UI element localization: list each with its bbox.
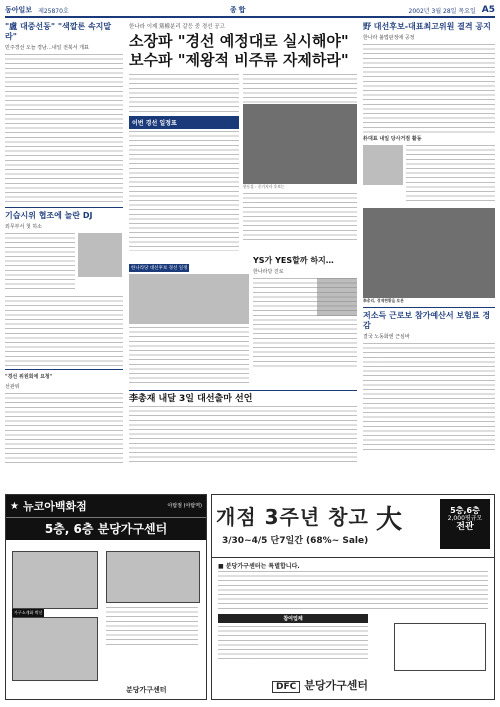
rally-photo	[243, 104, 357, 184]
product-photo	[12, 617, 98, 681]
star-icon: ★	[10, 500, 19, 512]
article-text-block	[129, 131, 239, 251]
schedule-box-title: 이번 경선 일정표	[129, 116, 239, 129]
benefit-list	[212, 571, 494, 611]
issue-date: 2002년 3월 28일 목요일	[408, 7, 476, 15]
divider	[5, 207, 123, 208]
subhead-left-1: 민주경선 오늘 경남…내일 전북서 개표	[5, 45, 89, 51]
divider	[129, 390, 357, 391]
column-right	[363, 20, 495, 490]
photo-caption: 한동훈 : 중기지사 후보는	[243, 184, 285, 189]
article-text-block	[5, 54, 123, 204]
subhead-right-3: 결국 노동화엔 근심바	[363, 333, 410, 340]
ys-subhead: 한나라당 진로	[253, 269, 284, 275]
floor-badge: 5층,6층 2,000평규모 전관	[440, 499, 490, 549]
article-text-block	[363, 343, 495, 453]
article-text-block	[129, 406, 357, 466]
headline-right-1: 野 대선후보-대표최고위원 결격 공지	[363, 22, 491, 31]
article-text-block	[5, 393, 123, 463]
ad-left-brand: 분당가구센터	[126, 686, 167, 694]
item-subheading: 선관위	[5, 384, 20, 390]
lee-headline: 李총재 내달 3일 대선출마 선언	[129, 394, 253, 404]
ad-newcore	[5, 494, 207, 700]
item-heading: "경선 위원회에 요청"	[5, 374, 53, 380]
advertisement-area	[5, 494, 495, 700]
dfc-logo: DFC	[272, 681, 300, 693]
article-text-block	[243, 74, 357, 104]
headline-left-2: 기습시위 협조에 놀란 DJ	[5, 211, 93, 220]
product-photo	[12, 551, 98, 609]
headline-right-2: 저소득 근로보 참가예산서 보험료 경감	[363, 310, 491, 330]
paper-name: 동아일보	[5, 6, 33, 14]
ad-left-tagline: 5층, 6층 분당가구센터	[6, 517, 206, 540]
schedule-table	[129, 274, 249, 324]
center-headline: 소장파 "경선 예정대로 실시해야" 보수파 "제왕적 비주류 자제하라"	[129, 32, 349, 69]
masthead	[5, 4, 495, 18]
page-number: A5	[481, 5, 495, 15]
ad-right-brand: DFC 분당가구센터	[272, 677, 368, 693]
ys-headline: YS가 YES할까 하지…	[253, 256, 334, 265]
participants-heading: 참여업체	[218, 614, 368, 623]
section-title: 종합	[229, 6, 248, 14]
article-text-block	[5, 233, 75, 293]
ad-anniversary-sale	[211, 494, 495, 700]
article-text-block	[243, 193, 357, 243]
meeting-photo	[363, 208, 495, 298]
headline-left-1: "盧 대중선동" "색깔론 속지말라"	[5, 22, 112, 41]
sale-big-char: 大	[376, 505, 403, 535]
ad-label: 가구소개화 박신	[14, 610, 43, 615]
portrait-photo	[363, 145, 403, 185]
sale-dates: 3/30~4/5 단7일간 (68%~ Sale)	[222, 536, 369, 546]
ad-store-name: 뉴코아백화점	[22, 500, 87, 513]
article-text-block	[253, 278, 357, 368]
divider	[363, 307, 495, 308]
photo-caption: 李총리, 경제현황을 토론	[363, 298, 404, 303]
article-columns	[5, 20, 495, 490]
subhead-right-1: 한나라 불법판정에 공정	[363, 35, 415, 41]
article-text-block	[363, 44, 495, 134]
location-map	[394, 623, 486, 671]
benefit-heading: ■ 분당가구센터는 특별합니다.	[218, 563, 300, 570]
article-text-block	[5, 296, 123, 366]
address-block	[106, 607, 198, 647]
table-title: 한나라당 대선후보 경선 일정	[131, 266, 188, 271]
subhead-right-2: 朴대표 내일 당사거점 활동	[363, 136, 422, 142]
issue-number: 제25870호	[38, 7, 69, 15]
column-left	[5, 20, 123, 490]
subhead-left-2: 외무부서 첫 하소	[5, 224, 42, 230]
center-kicker: 한나라 이제 黨權분리 갈등 중 경선 공고	[129, 24, 225, 30]
portrait-photo	[78, 233, 122, 277]
column-center	[129, 20, 357, 490]
ad-floor-info: 야탑점 (야탑역)	[167, 503, 202, 509]
article-text-block	[406, 145, 495, 205]
article-text-block	[129, 74, 239, 114]
divider	[5, 369, 123, 370]
location-map	[106, 551, 200, 603]
participants-list	[212, 626, 374, 660]
article-text-block	[129, 327, 249, 387]
sale-title: 개점 3주년 창고	[216, 505, 369, 529]
